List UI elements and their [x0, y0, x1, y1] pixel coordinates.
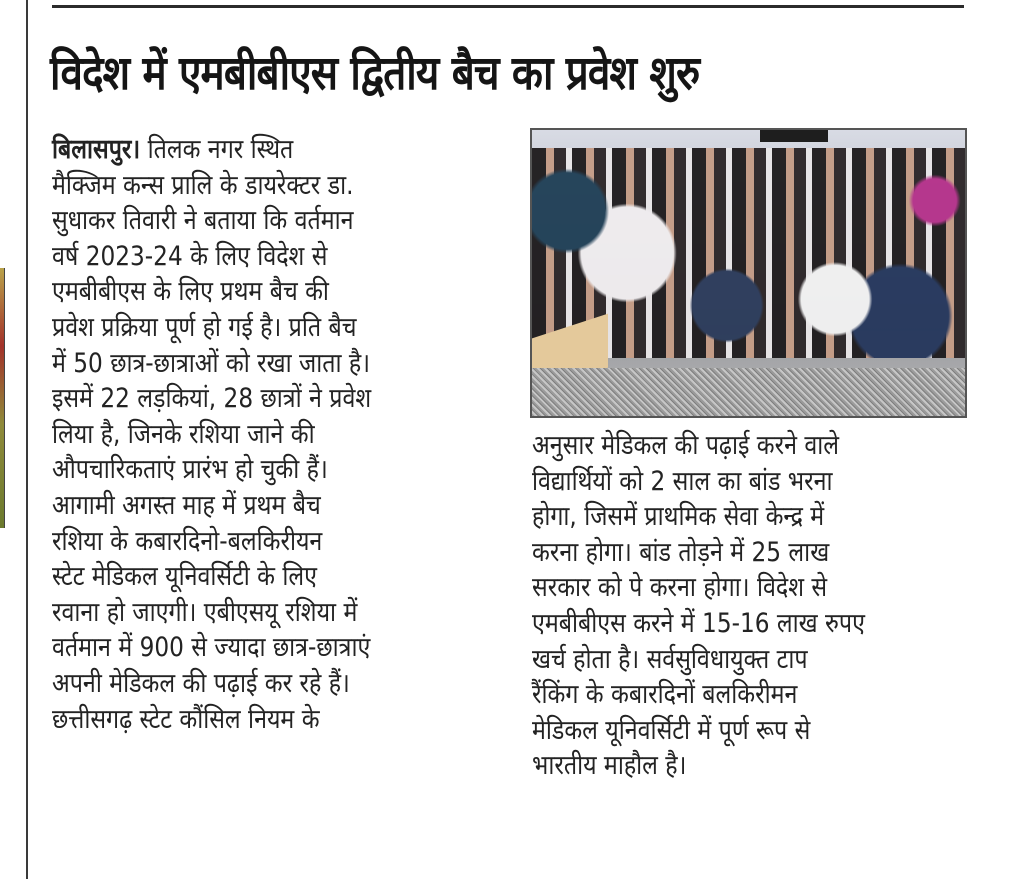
- photo-floor: [532, 368, 965, 416]
- text-line: में 50 छात्र-छात्राओं को रखा जाता है।: [52, 347, 371, 379]
- adjacent-article-image-edge: [0, 268, 5, 528]
- headline-top-rule: [52, 5, 964, 8]
- text-line: करना होगा। बांड तोड़ने में 25 लाख: [532, 536, 830, 568]
- dateline: बिलासपुर।: [52, 134, 141, 165]
- text-line: अपनी मेडिकल की पढ़ाई कर रहे हैं।: [52, 667, 350, 699]
- text-line: प्रवेश प्रक्रिया पूर्ण हो गई है। प्रति बैच: [52, 311, 357, 343]
- text-line: रैंकिंग के कबारदिनों बलकिरीमन: [532, 679, 798, 711]
- text-line: एमबीबीएस के लिए प्रथम बैच की: [52, 276, 329, 308]
- text-line: अनुसार मेडिकल की पढ़ाई करने वाले: [532, 430, 840, 461]
- text-line: औपचारिकताएं प्रारंभ हो चुकी हैं।: [52, 454, 328, 486]
- text-line: रशिया के कबारदिनो-बलकिरीयन: [52, 525, 323, 557]
- group-photo: [530, 128, 967, 418]
- text-line: मैक्जिम कन्स प्रालि के डायरेक्टर डा.: [52, 169, 354, 201]
- text-line: स्टेट मेडिकल यूनिवर्सिटी के लिए: [52, 561, 318, 593]
- text-line: वर्ष 2023-24 के लिए विदेश से: [52, 240, 328, 272]
- text-line: खर्च होता है। सर्वसुविधायुक्त टाप: [532, 643, 808, 675]
- column-divider-rule: [26, 0, 28, 879]
- text-line: भारतीय माहौल है।: [532, 750, 687, 782]
- text-line: इसमें 22 लड़कियां, 28 छात्रों ने प्रवेश: [52, 383, 372, 415]
- text-line: लिया है, जिनके रशिया जाने की: [52, 418, 315, 450]
- text-line: आगामी अगस्त माह में प्रथम बैच: [52, 489, 321, 521]
- text-line: रवाना हो जाएगी। एबीएसयू रशिया में: [52, 596, 358, 628]
- article-right-column: [532, 428, 972, 784]
- article-left-column: [52, 132, 482, 737]
- text-line-content: तिलक नगर स्थित: [140, 134, 294, 165]
- photo-wall-sign: [760, 130, 828, 142]
- article-headline: विदेश में एमबीबीएस द्वितीय बैच का प्रवेश शुरु: [50, 46, 700, 101]
- text-line: [52, 132, 422, 168]
- text-line: सुधाकर तिवारी ने बताया कि वर्तमान: [52, 205, 354, 237]
- text-line: छत्तीसगढ़ स्टेट कौंसिल नियम के: [52, 703, 320, 735]
- text-line: एमबीबीएस करने में 15-16 लाख रुपए: [532, 607, 865, 639]
- text-line: विद्यार्थियों को 2 साल का बांड भरना: [532, 465, 833, 497]
- text-line: मेडिकल यूनिवर्सिटी में पूर्ण रूप से: [532, 714, 811, 746]
- text-line: वर्तमान में 900 से ज्यादा छात्र-छात्राएं: [52, 632, 371, 664]
- text-line: सरकार को पे करना होगा। विदेश से: [532, 572, 828, 604]
- text-line: होगा, जिसमें प्राथमिक सेवा केन्द्र में: [532, 501, 825, 533]
